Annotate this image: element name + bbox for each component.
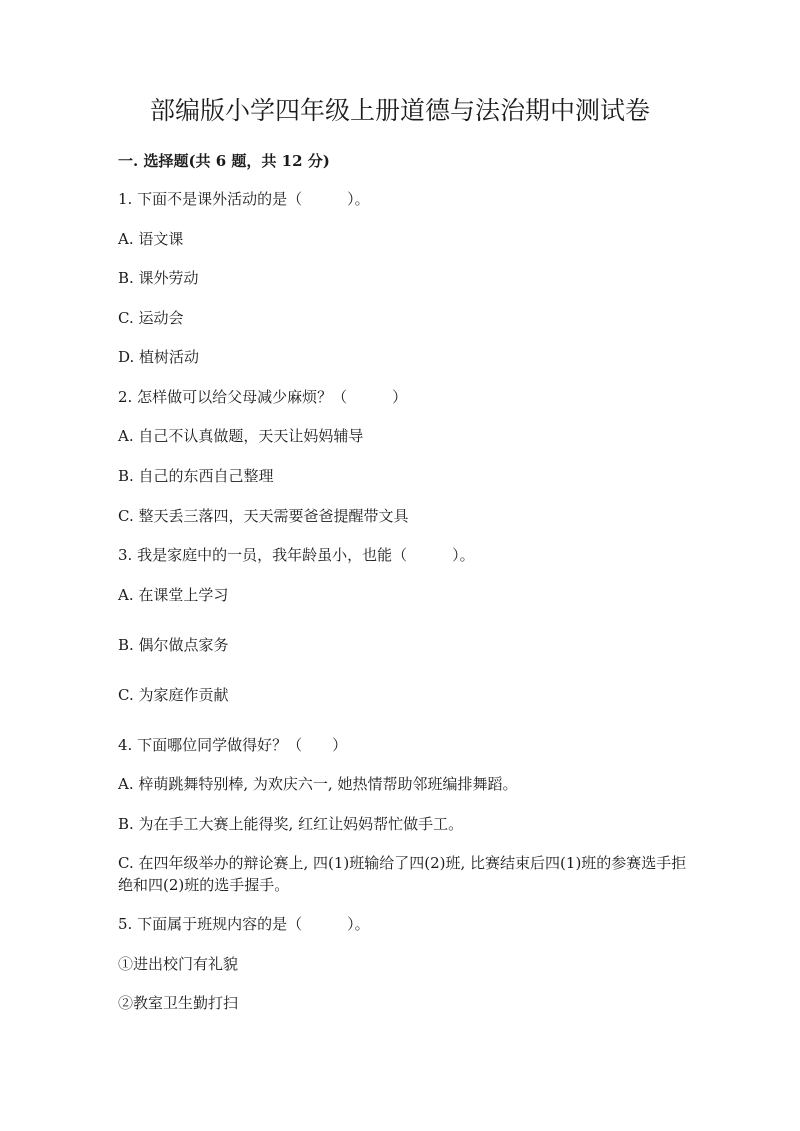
question-1-stem: 1. 下面不是课外活动的是（ ）。 (118, 190, 370, 208)
question-3-option-c: C. 为家庭作贡献 (118, 686, 229, 704)
question-2-option-b: B. 自己的东西自己整理 (118, 467, 274, 485)
question-3-option-b: B. 偶尔做点家务 (118, 636, 229, 654)
question-4-option-c: C. 在四年级举办的辩论赛上, 四(1)班输给了四(2)班, 比赛结束后四(1)班的参赛选手拒绝和四(2)班的选手握手。 (118, 854, 687, 894)
question-5-item-1: ①进出校门有礼貌 (118, 955, 239, 973)
question-1-option-b: B. 课外劳动 (118, 269, 199, 287)
question-1-option-a: A. 语文课 (118, 230, 184, 248)
question-1-option-d: D. 植树活动 (118, 348, 200, 366)
question-4-option-a: A. 梓萌跳舞特别棒, 为欢庆六一, 她热情帮助邻班编排舞蹈。 (118, 775, 518, 793)
question-3-stem: 3. 我是家庭中的一员，我年龄虽小，也能（ ）。 (118, 546, 475, 564)
page-title: 部编版小学四年级上册道德与法治期中测试卷 (149, 96, 650, 125)
question-2-option-c: C. 整天丢三落四，天天需要爸爸提醒带文具 (118, 507, 409, 525)
question-2-stem: 2. 怎样做可以给父母减少麻烦？（ ） (118, 388, 408, 406)
question-1-option-c: C. 运动会 (118, 309, 184, 327)
question-5-item-2: ②教室卫生勤打扫 (118, 994, 239, 1012)
question-3-option-a: A. 在课堂上学习 (118, 586, 229, 604)
question-2-option-a: A. 自己不认真做题，天天让妈妈辅导 (118, 427, 364, 445)
question-4-stem: 4. 下面哪位同学做得好？（ ） (118, 736, 348, 754)
question-5-stem: 5. 下面属于班规内容的是（ ）。 (118, 915, 370, 933)
question-4-option-b: B. 为在手工大赛上能得奖, 红红让妈妈帮忙做手工。 (118, 815, 464, 833)
section-heading: 一. 选择题(共 6 题，共 12 分) (118, 152, 330, 170)
